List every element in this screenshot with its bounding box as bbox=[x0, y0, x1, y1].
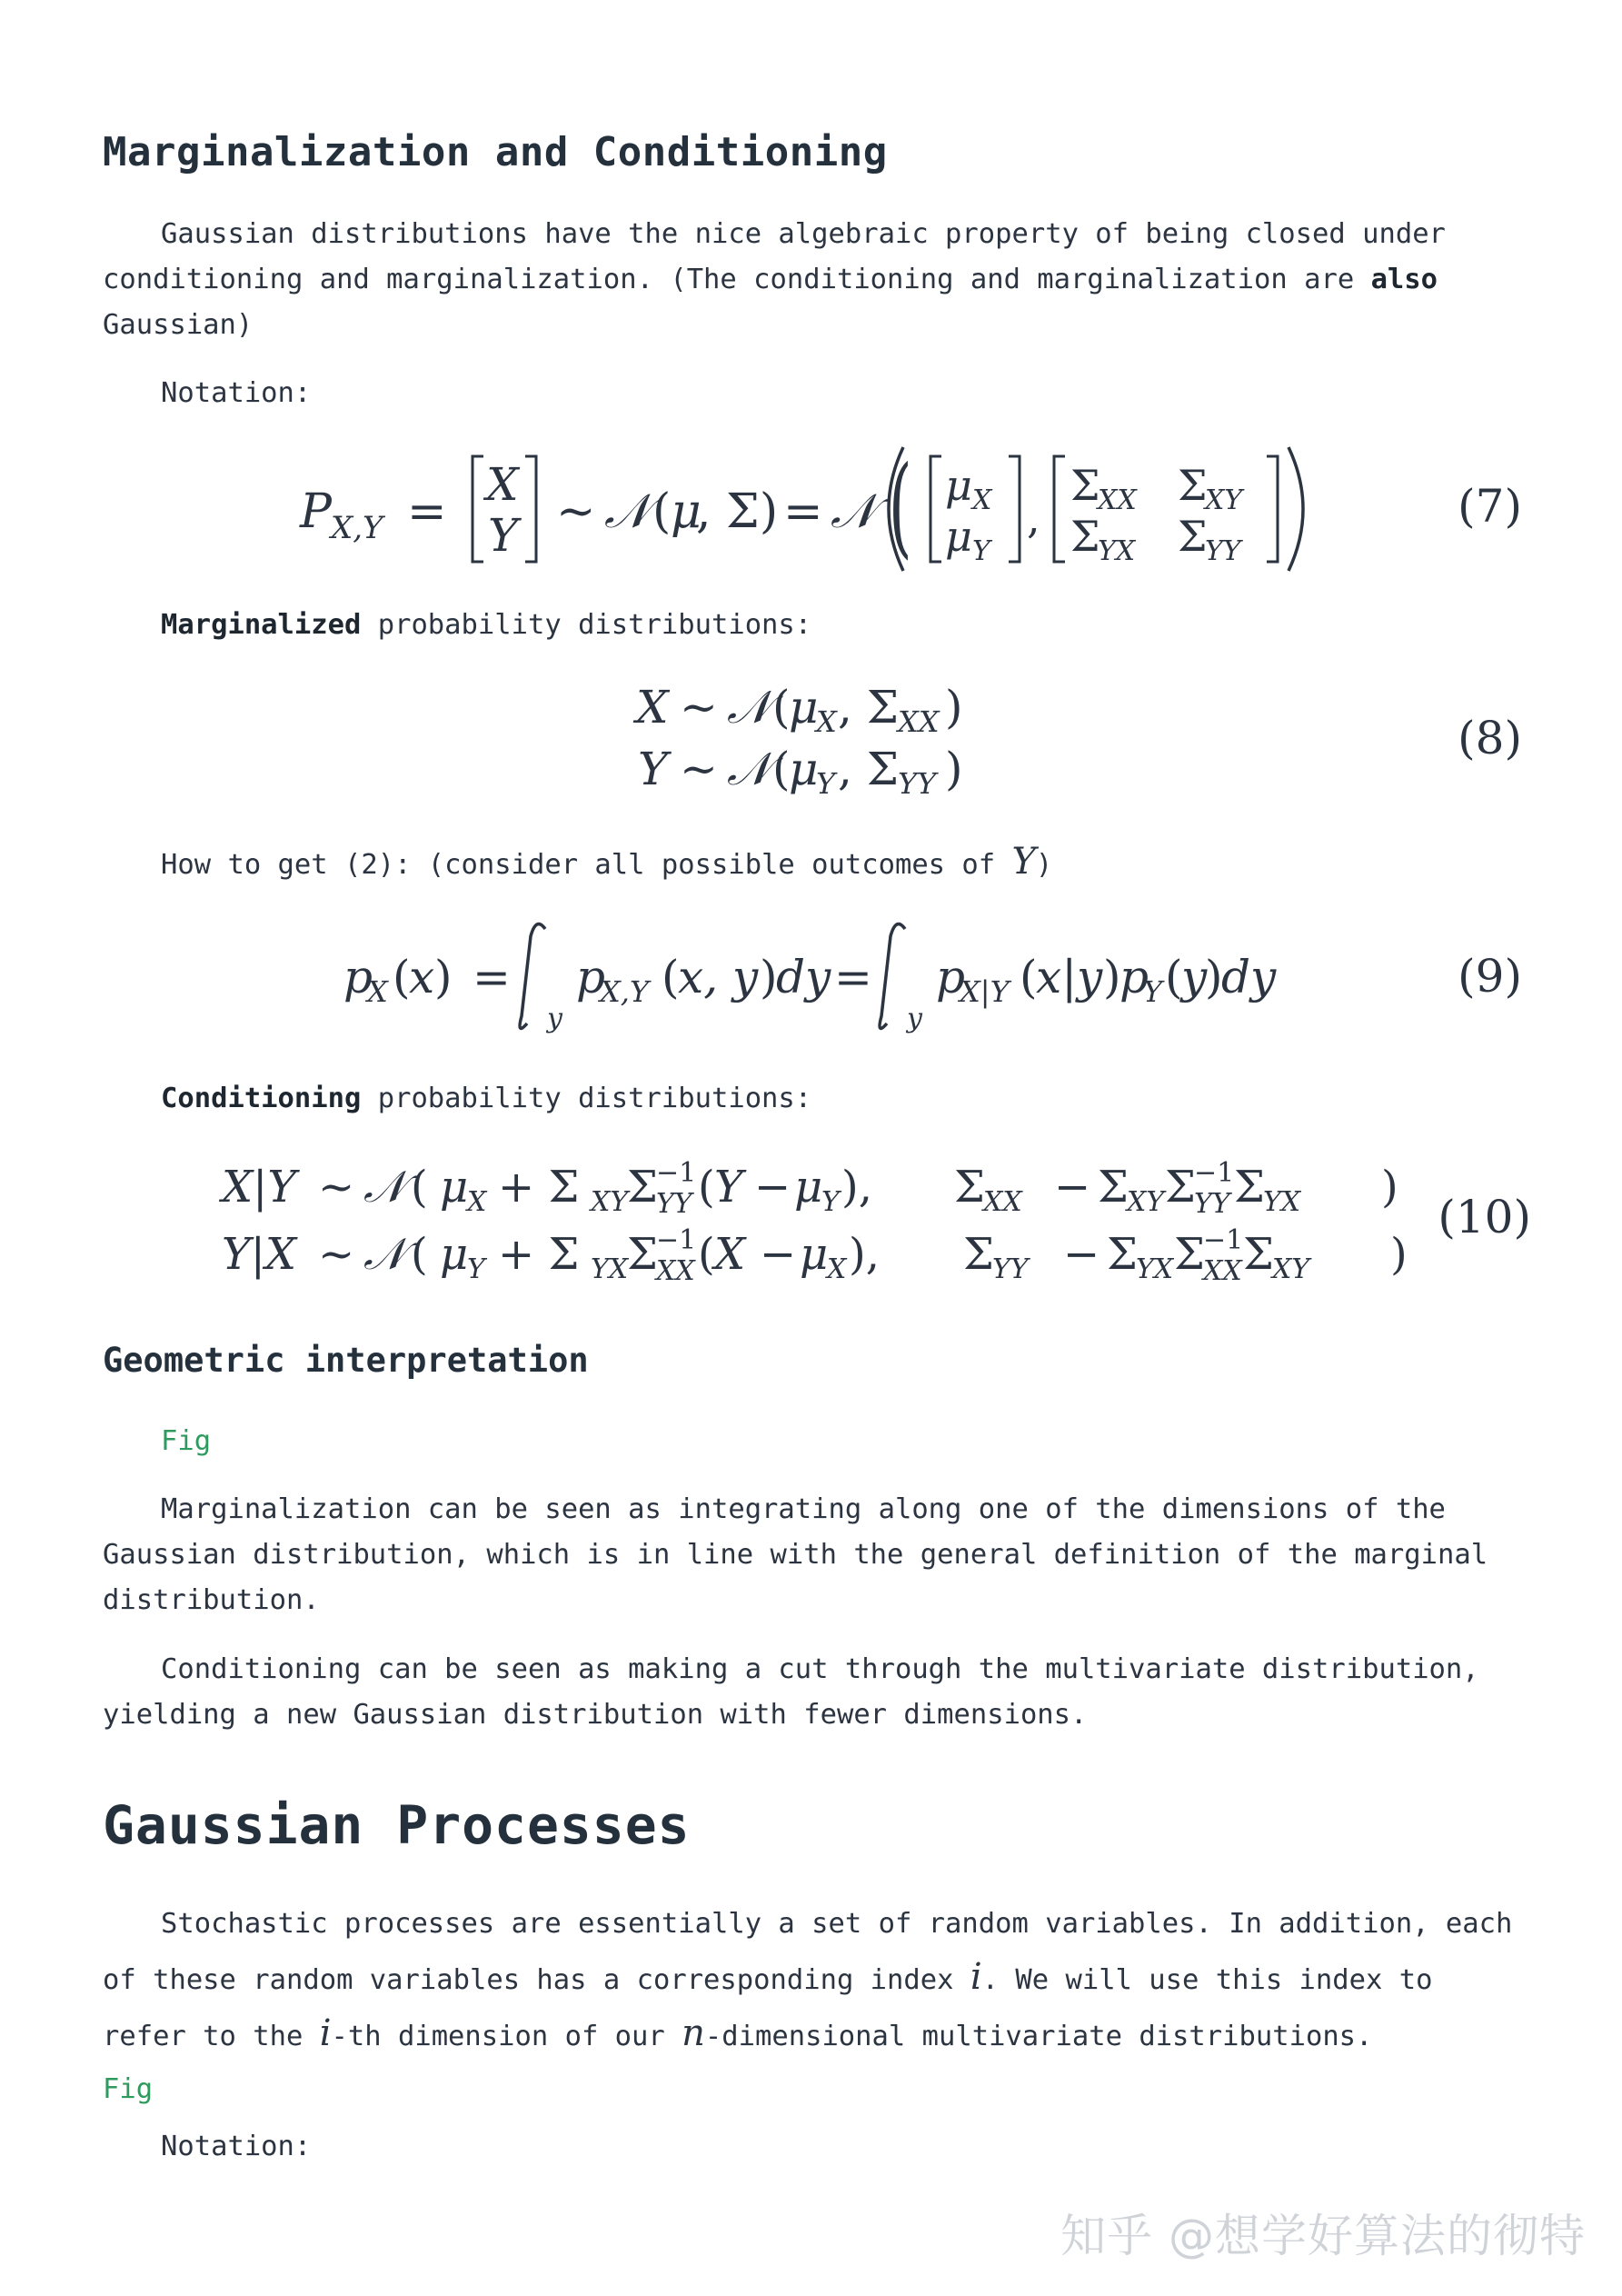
svg-text:p: p bbox=[936, 951, 966, 1003]
svg-text:μ: μ bbox=[945, 461, 972, 510]
svg-text:μ: μ bbox=[945, 512, 972, 561]
svg-text:dy: dy bbox=[776, 951, 831, 1003]
svg-text:XY: XY bbox=[1205, 484, 1243, 516]
gp-notation-label: Notation: bbox=[161, 2131, 312, 2162]
svg-text:𝒩: 𝒩 bbox=[831, 484, 876, 539]
svg-text:−1: −1 bbox=[1203, 1224, 1244, 1256]
svg-text:XX: XX bbox=[656, 1255, 695, 1287]
svg-text:Y: Y bbox=[821, 1186, 840, 1218]
svg-text:𝒩: 𝒩 bbox=[363, 1162, 405, 1213]
svg-text:Y: Y bbox=[467, 1253, 485, 1285]
section-title-geometric: Geometric interpretation bbox=[103, 1341, 589, 1380]
svg-text:y: y bbox=[547, 1003, 562, 1034]
svg-text:~: ~ bbox=[318, 1229, 355, 1280]
svg-text:YY: YY bbox=[656, 1188, 692, 1220]
equation-9 bbox=[0, 909, 1622, 1045]
svg-text:Σ: Σ bbox=[963, 1229, 994, 1280]
section-title-gaussian-processes: Gaussian Processes bbox=[103, 1794, 691, 1856]
svg-text:Σ: Σ bbox=[627, 1229, 658, 1280]
svg-text:X: X bbox=[467, 1186, 487, 1218]
svg-text:=: = bbox=[834, 951, 872, 1003]
svg-text:𝒩: 𝒩 bbox=[363, 1229, 405, 1280]
conditioning-label: Conditioning probability distributions: bbox=[161, 1083, 812, 1114]
svg-text:X: X bbox=[636, 681, 669, 734]
svg-text:Σ: Σ bbox=[1243, 1229, 1274, 1280]
equation-7 bbox=[0, 436, 1622, 582]
equation-10-number: (10) bbox=[1438, 1191, 1531, 1243]
svg-text:𝒩: 𝒩 bbox=[727, 681, 771, 734]
svg-text:),: ), bbox=[849, 1229, 880, 1280]
svg-text:−1: −1 bbox=[656, 1157, 697, 1189]
svg-text:): ) bbox=[945, 681, 963, 734]
svg-text:−: − bbox=[760, 1229, 797, 1280]
svg-text:, Σ: , Σ bbox=[838, 681, 900, 734]
svg-text:X: X bbox=[714, 1229, 746, 1280]
svg-text:y: y bbox=[1181, 951, 1208, 1003]
svg-text:dy: dy bbox=[1221, 951, 1277, 1003]
svg-text:μ: μ bbox=[789, 743, 819, 795]
svg-text:YX: YX bbox=[1136, 1253, 1174, 1285]
svg-text:X|Y: X|Y bbox=[222, 1162, 297, 1213]
fig-link-2[interactable]: Fig bbox=[103, 2073, 154, 2105]
svg-text:−1: −1 bbox=[1194, 1157, 1235, 1189]
svg-text:−: − bbox=[754, 1162, 791, 1213]
equation-8 bbox=[0, 668, 1622, 804]
svg-text:μ: μ bbox=[800, 1229, 829, 1280]
svg-text:−1: −1 bbox=[656, 1224, 697, 1256]
svg-text:x, y: x, y bbox=[678, 951, 759, 1003]
svg-text:YY: YY bbox=[992, 1253, 1029, 1285]
svg-text:): ) bbox=[434, 951, 453, 1003]
svg-text:X: X bbox=[827, 1253, 847, 1285]
svg-text:(: ( bbox=[393, 951, 411, 1003]
svg-text:(: ( bbox=[772, 743, 791, 795]
svg-text:(: ( bbox=[772, 681, 791, 734]
svg-text:+ Σ: + Σ bbox=[498, 1162, 580, 1213]
svg-text:Σ: Σ bbox=[954, 1162, 985, 1213]
svg-text:−: − bbox=[1063, 1229, 1100, 1280]
geometric-paragraph-2: Conditioning can be seen as making a cut through the multivariate distribution, yielding a new Gaussian distribution with fewer dimensions. bbox=[103, 1653, 1479, 1731]
svg-text:),: ), bbox=[841, 1162, 872, 1213]
svg-text:XY: XY bbox=[1127, 1186, 1165, 1218]
svg-text:YX: YX bbox=[1098, 535, 1136, 567]
svg-text:Σ: Σ bbox=[1178, 461, 1208, 510]
svg-text:=: = bbox=[473, 951, 511, 1003]
equation-8-formula bbox=[0, 668, 1622, 804]
notation-label: Notation: bbox=[161, 377, 312, 409]
svg-text:Y: Y bbox=[638, 743, 669, 795]
svg-text:+ Σ: + Σ bbox=[498, 1229, 580, 1280]
svg-text:μ: μ bbox=[794, 1162, 823, 1213]
svg-text:YY: YY bbox=[898, 766, 937, 801]
zhihu-watermark: 知乎 @想学好算法的彻特 bbox=[1060, 2210, 1586, 2262]
svg-text:XX: XX bbox=[1098, 484, 1137, 516]
svg-text:X,Y: X,Y bbox=[600, 974, 650, 1009]
svg-text:(: ( bbox=[411, 1229, 428, 1280]
svg-text:X,Y: X,Y bbox=[331, 510, 383, 546]
svg-text:X: X bbox=[972, 484, 992, 516]
svg-text:(: ( bbox=[662, 951, 680, 1003]
svg-text:Σ: Σ bbox=[1070, 461, 1100, 510]
svg-text:x: x bbox=[409, 951, 435, 1003]
equation-10 bbox=[0, 1145, 1622, 1291]
svg-text:Y: Y bbox=[488, 509, 519, 562]
fig-link-1[interactable]: Fig bbox=[161, 1425, 212, 1457]
svg-text:y: y bbox=[907, 1003, 922, 1034]
svg-text:X: X bbox=[367, 974, 388, 1009]
section-title-marginalization: Marginalization and Conditioning bbox=[103, 129, 888, 175]
svg-text:P: P bbox=[300, 484, 332, 539]
svg-text:Σ: Σ bbox=[1165, 1162, 1196, 1213]
gp-paragraph: Stochastic processes are essentially a set of random variables. In addition, each of these random variables has a corresponding index i. We will use this index to refer to the i-th dimension of our n-dimensional multivariate distributions. Fig bbox=[103, 1908, 1513, 2105]
svg-text:x|y: x|y bbox=[1036, 951, 1103, 1003]
svg-text:Σ: Σ bbox=[627, 1162, 658, 1213]
svg-text:~: ~ bbox=[318, 1162, 355, 1213]
svg-text:): ) bbox=[1103, 951, 1121, 1003]
geometric-fig-line bbox=[103, 1419, 1520, 1464]
svg-text:Y: Y bbox=[1143, 974, 1163, 1009]
svg-text:μ: μ bbox=[440, 1229, 469, 1280]
svg-text:X: X bbox=[486, 458, 519, 511]
svg-text:Y: Y bbox=[972, 535, 990, 567]
svg-text:Y: Y bbox=[816, 766, 836, 801]
svg-text:(: ( bbox=[411, 1162, 428, 1213]
svg-text:(: ( bbox=[1020, 951, 1038, 1003]
svg-text:): ) bbox=[1205, 951, 1223, 1003]
svg-text:~: ~ bbox=[680, 743, 718, 795]
svg-text:(: ( bbox=[652, 484, 672, 539]
svg-text:Σ: Σ bbox=[1178, 512, 1208, 561]
svg-text:): ) bbox=[760, 951, 778, 1003]
svg-text:, Σ: , Σ bbox=[838, 743, 900, 795]
svg-text:=: = bbox=[783, 484, 823, 539]
svg-text:−: − bbox=[1054, 1162, 1091, 1213]
svg-text:p: p bbox=[576, 951, 606, 1003]
svg-text:Σ: Σ bbox=[1107, 1229, 1138, 1280]
svg-text:μ: μ bbox=[440, 1162, 469, 1213]
equation-10-formula bbox=[0, 1145, 1622, 1291]
svg-text:XX: XX bbox=[898, 704, 940, 739]
marginalized-label: Marginalized probability distributions: bbox=[161, 609, 812, 641]
svg-text:): ) bbox=[1390, 1229, 1408, 1280]
equation-7-number: (7) bbox=[1458, 480, 1522, 533]
svg-text:Y: Y bbox=[714, 1162, 743, 1213]
svg-text:YX: YX bbox=[1263, 1186, 1301, 1218]
equation-9-formula bbox=[0, 909, 1622, 1045]
svg-text:μ: μ bbox=[789, 681, 819, 734]
svg-text:Σ: Σ bbox=[1070, 512, 1100, 561]
svg-text:YX: YX bbox=[591, 1253, 629, 1285]
svg-text:𝒩: 𝒩 bbox=[604, 484, 650, 539]
svg-text:): ) bbox=[945, 743, 963, 795]
svg-text:μ: μ bbox=[671, 484, 702, 539]
equation-9-number: (9) bbox=[1458, 950, 1522, 1003]
svg-text:,: , bbox=[1027, 494, 1040, 543]
svg-text:Y|X: Y|X bbox=[222, 1229, 297, 1280]
emphasis-also: also bbox=[1370, 264, 1438, 295]
svg-text:(: ( bbox=[1165, 951, 1183, 1003]
svg-text:XX: XX bbox=[983, 1186, 1022, 1218]
svg-text:YY: YY bbox=[1194, 1188, 1230, 1220]
svg-text:Σ: Σ bbox=[1098, 1162, 1129, 1213]
svg-text:XY: XY bbox=[1272, 1253, 1310, 1285]
geometric-paragraph-1: Marginalization can be seen as integrating along one of the dimensions of the Gaussian distribution, which is in line with the general definition of the marginal distribution. bbox=[103, 1493, 1488, 1616]
svg-text:XX: XX bbox=[1203, 1255, 1242, 1287]
svg-text:YY: YY bbox=[1205, 535, 1241, 567]
svg-text:~: ~ bbox=[680, 681, 718, 734]
svg-text:X|Y: X|Y bbox=[960, 974, 1010, 1009]
equation-8-number: (8) bbox=[1458, 712, 1522, 764]
svg-text:Σ: Σ bbox=[1234, 1162, 1265, 1213]
intro-paragraph: Gaussian distributions have the nice algebraic property of being closed under conditioning and marginalization. (The conditioning and marginalization are also Gaussian) bbox=[103, 218, 1446, 341]
svg-text:, Σ): , Σ) bbox=[696, 484, 779, 539]
svg-text:Σ: Σ bbox=[1174, 1229, 1205, 1280]
svg-text:XY: XY bbox=[591, 1186, 629, 1218]
svg-text:=: = bbox=[407, 484, 447, 539]
svg-text:~: ~ bbox=[556, 484, 596, 539]
svg-text:(: ( bbox=[888, 442, 912, 570]
howto-paragraph: How to get (2): (consider all possible outcomes of Y) bbox=[161, 841, 1053, 883]
svg-text:𝒩: 𝒩 bbox=[727, 743, 771, 795]
svg-text:(: ( bbox=[698, 1162, 715, 1213]
svg-text:p: p bbox=[343, 951, 373, 1003]
svg-text:X: X bbox=[816, 704, 837, 739]
svg-text:(: ( bbox=[698, 1229, 715, 1280]
svg-text:): ) bbox=[1381, 1162, 1398, 1213]
svg-text:p: p bbox=[1119, 951, 1149, 1003]
equation-7-formula bbox=[0, 436, 1622, 582]
